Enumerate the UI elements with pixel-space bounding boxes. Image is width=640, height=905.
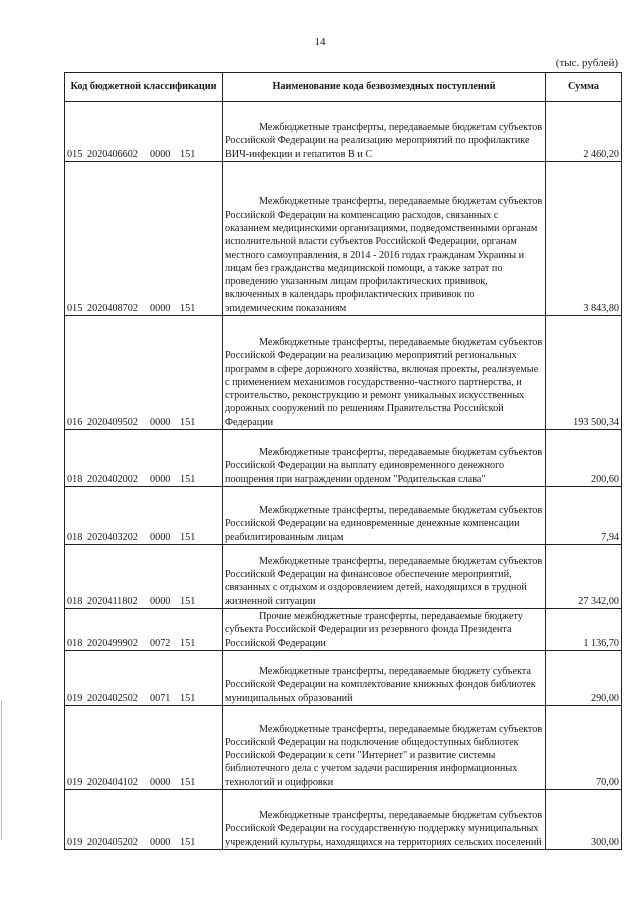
- income-name-text: Межбюджетные трансферты, передаваемые бюджетам субъектов Российской Федерации на государственную поддержку муниципальных учреждений культуры, находящихся на территориях сельских поселений: [225, 810, 543, 848]
- table-row: [65, 162, 622, 316]
- amount-cell: 290,00: [546, 651, 622, 706]
- income-code: 2020406602: [87, 148, 138, 160]
- income-name-text: Межбюджетные трансферты, передаваемые бюджетам субъектов Российской Федерации на реализацию мероприятий по профилактике ВИЧ-инфекции и гепатитов В и С: [225, 122, 543, 160]
- units-label: (тыс. рублей): [555, 57, 618, 69]
- admin-code: 018: [67, 531, 83, 543]
- income-code: 2020499902: [87, 637, 138, 649]
- budget-code-cell: [65, 790, 223, 850]
- program-code: 0072: [150, 637, 171, 649]
- budget-code-cell: [65, 545, 223, 609]
- admin-code: 016: [67, 416, 83, 428]
- kosgu-code: 151: [180, 637, 196, 649]
- income-name-cell: [223, 487, 546, 545]
- header-code: Код бюджетной классификации: [65, 73, 223, 102]
- program-code: 0000: [150, 595, 171, 607]
- amount-cell: 200,60: [546, 430, 622, 487]
- program-code: 0000: [150, 148, 171, 160]
- income-name-cell: [223, 430, 546, 487]
- budget-table: [64, 72, 622, 850]
- amount-cell: 7,94: [546, 487, 622, 545]
- table-row: [65, 545, 622, 609]
- program-code: 0000: [150, 776, 171, 788]
- income-code: 2020405202: [87, 836, 138, 848]
- kosgu-code: 151: [180, 148, 196, 160]
- budget-code-cell: [65, 430, 223, 487]
- table-row: [65, 102, 622, 162]
- income-name-cell: [223, 316, 546, 430]
- amount-cell: 3 843,80: [546, 162, 622, 316]
- income-code: 2020402002: [87, 473, 138, 485]
- budget-code-cell: [65, 162, 223, 316]
- income-name-cell: [223, 706, 546, 790]
- program-code: 0000: [150, 531, 171, 543]
- admin-code: 018: [67, 473, 83, 485]
- admin-code: 015: [67, 302, 83, 314]
- kosgu-code: 151: [180, 416, 196, 428]
- income-code: 2020411802: [87, 595, 138, 607]
- budget-code-cell: [65, 651, 223, 706]
- income-name-text: Межбюджетные трансферты, передаваемые бюджетам субъектов Российской Федерации на выплату единовременного денежного поощрения при награждении орденом "Родительская слава": [225, 447, 543, 485]
- header-amount: Сумма: [546, 73, 622, 102]
- program-code: 0000: [150, 416, 171, 428]
- income-name-cell: [223, 651, 546, 706]
- amount-cell: 1 136,70: [546, 609, 622, 651]
- table-row: [65, 790, 622, 850]
- budget-code-cell: [65, 706, 223, 790]
- income-code: 2020403202: [87, 531, 138, 543]
- amount-cell: 27 342,00: [546, 545, 622, 609]
- income-name-text: Прочие межбюджетные трансферты, передаваемые бюджету субъекта Российской Федерации из резервного фонда Президента Российской Федерации: [225, 611, 523, 649]
- program-code: 0000: [150, 473, 171, 485]
- program-code: 0000: [150, 836, 171, 848]
- header-name: Наименование кода безвозмездных поступлений: [223, 73, 546, 102]
- income-name-cell: [223, 609, 546, 651]
- kosgu-code: 151: [180, 595, 196, 607]
- admin-code: 018: [67, 637, 83, 649]
- income-name-text: Межбюджетные трансферты, передаваемые бюджетам субъектов Российской Федерации на компенсацию расходов, связанных с оказанием медицинскими организациями, подведомственными органам исполнительной власти субъектов Российской Федерации, органам местного самоуправления, в 2014 - 2016 годах гражданам Украины и лицам без гражданства медицинской помощи, а также затрат по проведению указанным лицам профилактических прививок, включенных в календарь профилактических прививок по эпидемическим показаниям: [225, 196, 543, 314]
- income-name-text: Межбюджетные трансферты, передаваемые бюджетам субъектов Российской Федерации на реализацию мероприятий региональных программ в сфере дорожного хозяйства, включая проекты, реализуемые с применением механизмов государственно-частного партнерства, и строительство, реконструкцию и ремонт уникальных искусственных дорожных сооружений по решениям Правительства Российской Федерации: [225, 336, 543, 428]
- table-row: [65, 316, 622, 430]
- table-row: [65, 430, 622, 487]
- admin-code: 015: [67, 148, 83, 160]
- table-row: [65, 609, 622, 651]
- income-name-text: Межбюджетные трансферты, передаваемые бюджетам субъектов Российской Федерации на единовременные денежные компенсации реабилитированным лицам: [225, 505, 543, 543]
- scan-edge-mark: [1, 700, 2, 840]
- kosgu-code: 151: [180, 692, 196, 704]
- program-code: 0071: [150, 692, 171, 704]
- kosgu-code: 151: [180, 836, 196, 848]
- amount-cell: 2 460,20: [546, 102, 622, 162]
- admin-code: 019: [67, 776, 83, 788]
- kosgu-code: 151: [180, 531, 196, 543]
- program-code: 0000: [150, 302, 171, 314]
- budget-code-cell: [65, 316, 223, 430]
- table-header-row: [65, 73, 622, 102]
- income-name-text: Межбюджетные трансферты, передаваемые бюджету субъекта Российской Федерации на комплектование книжных фондов библиотек муниципальных образований: [225, 666, 536, 704]
- income-name-cell: [223, 102, 546, 162]
- income-name-cell: [223, 790, 546, 850]
- admin-code: 018: [67, 595, 83, 607]
- kosgu-code: 151: [180, 302, 196, 314]
- amount-cell: 193 500,34: [546, 316, 622, 430]
- income-code: 2020402502: [87, 692, 138, 704]
- budget-code-cell: [65, 609, 223, 651]
- table-row: [65, 706, 622, 790]
- income-name-cell: [223, 162, 546, 316]
- income-code: 2020404102: [87, 776, 138, 788]
- kosgu-code: 151: [180, 473, 196, 485]
- amount-cell: 300,00: [546, 790, 622, 850]
- income-name-text: Межбюджетные трансферты, передаваемые бюджетам субъектов Российской Федерации на финансовое обеспечение мероприятий, связанных с отдыхом и оздоровлением детей, находящихся в трудной жизненной ситуации: [225, 555, 543, 607]
- income-name-text: Межбюджетные трансферты, передаваемые бюджетам субъектов Российской Федерации на подключение общедоступных библиотек Российской Федерации к сети "Интернет" и развитие системы библиотечного дела с учетом задачи расширения информационных технологий и оцифровки: [225, 723, 543, 788]
- budget-code-cell: [65, 487, 223, 545]
- income-name-cell: [223, 545, 546, 609]
- page-number: 14: [314, 36, 326, 48]
- income-code: 2020409502: [87, 416, 138, 428]
- kosgu-code: 151: [180, 776, 196, 788]
- income-code: 2020408702: [87, 302, 138, 314]
- admin-code: 019: [67, 692, 83, 704]
- budget-code-cell: [65, 102, 223, 162]
- table-row: [65, 651, 622, 706]
- table-row: [65, 487, 622, 545]
- amount-cell: 70,00: [546, 706, 622, 790]
- admin-code: 019: [67, 836, 83, 848]
